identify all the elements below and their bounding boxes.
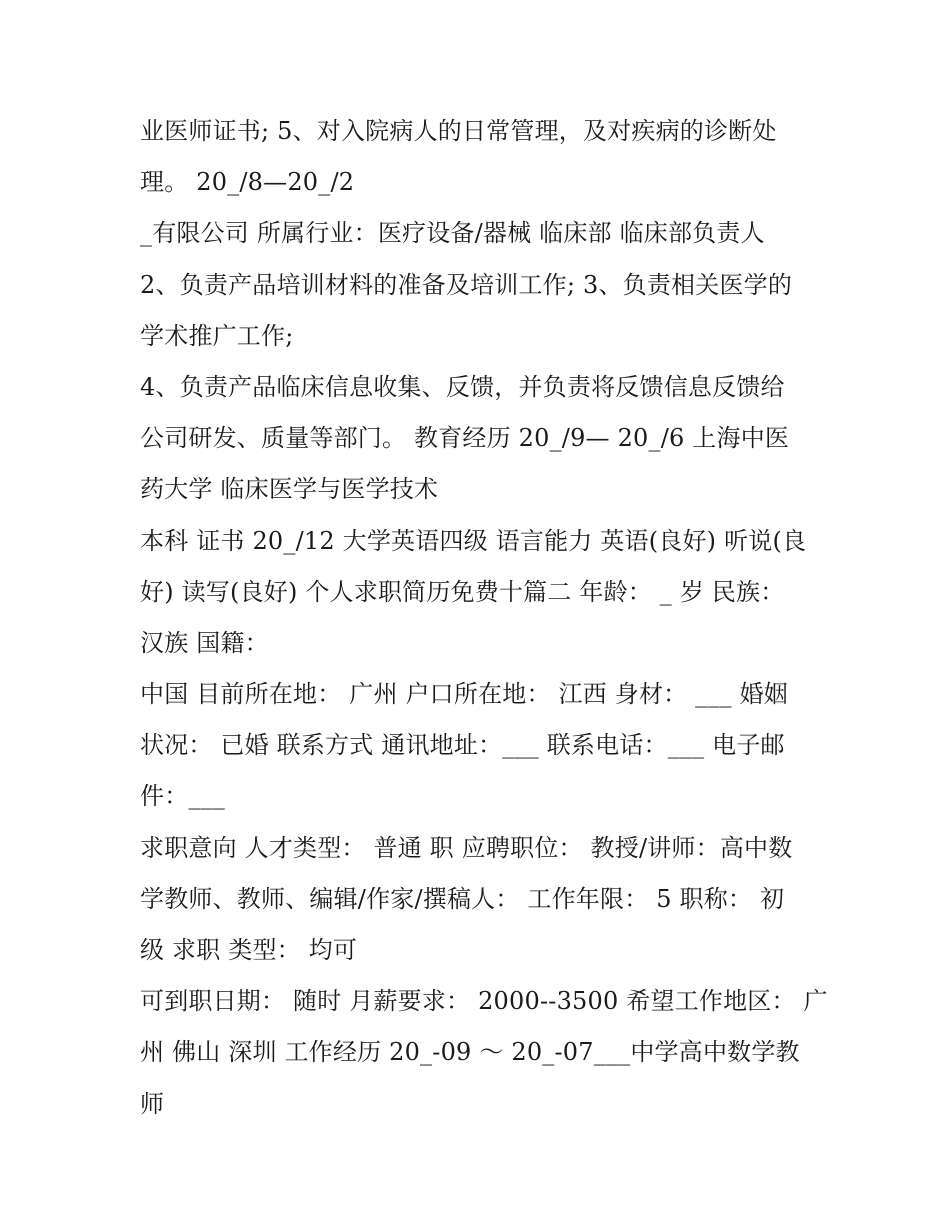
text-line: 学术推广工作; [140,321,294,350]
text-line: 业医师证书; 5、对入院病人的日常管理，及对疾病的诊断处 [140,117,777,145]
text-line: 药大学 临床医学与医学技术 [140,475,439,504]
text-line: 汉族 国籍： [140,628,269,657]
text-line: 理。 20_/8—20_/2 [140,168,355,197]
text-line: 中国 目前所在地： 广州 户口所在地： 江西 身材： ___ 婚姻 [140,680,789,709]
text-line: 可到职日期： 随时 月薪要求： 2000--3500 希望工作地区： 广 [140,987,828,1016]
text-line: 州 佛山 深圳 工作经历 20_-09 ～ 20_-07___中学高中数学教 [140,1038,800,1067]
text-line: 求职意向 人才类型： 普通 职 应聘职位： 教授/讲师：高中数 [140,833,793,862]
text-line: 本科 证书 20_/12 大学英语四级 语言能力 英语(良好) 听说(良 [140,526,807,555]
text-line: 学教师、教师、编辑/作家/撰稿人： 工作年限： 5 职称： 初 [140,884,785,913]
text-line: 公司研发、质量等部门。 教育经历 20_/9— 20_/6 上海中医 [140,424,790,453]
text-line: 件：___ [140,782,225,811]
text-line: _有限公司 所属行业：医疗设备/器械 临床部 临床部负责人 [140,219,765,248]
text-line: 好) 读写(良好) 个人求职简历免费十篇二 年龄： _ 岁 民族： [140,577,785,606]
text-line: 师 [140,1089,165,1118]
text-line: 2、负责产品培训材料的准备及培训工作; 3、负责相关医学的 [140,270,793,299]
text-line: 4、负责产品临床信息收集、反馈，并负责将反馈信息反馈给 [140,372,785,401]
document-body [140,106,828,1130]
text-line: 级 求职 类型： 均可 [140,936,358,964]
text-line: 状况： 已婚 联系方式 通讯地址：___ 联系电话：___ 电子邮 [140,731,785,760]
